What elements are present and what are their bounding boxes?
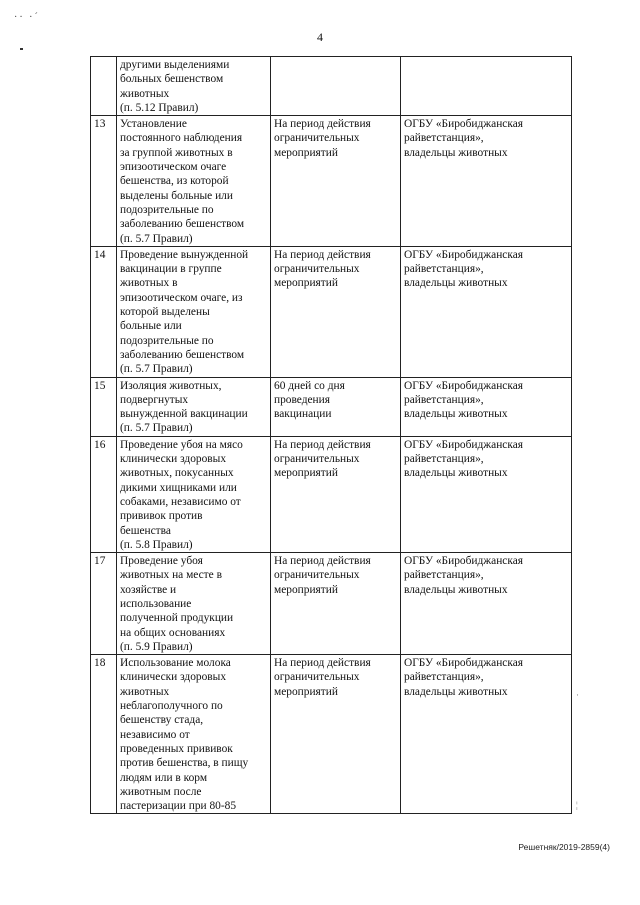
table-row xyxy=(91,436,572,552)
row-number-cell: 15 xyxy=(91,377,117,436)
table-row xyxy=(91,246,572,377)
scan-marks: ·· ·´ xyxy=(14,12,40,23)
responsible-text: ОГБУ «Биробиджанская райветстанция», владельцы животных xyxy=(404,248,524,290)
term-text: На период действия ограничительных мероприятий xyxy=(274,657,371,698)
responsible-text: ОГБУ «Биробиджанская райветстанция», владельцы животных xyxy=(404,118,524,159)
page-number: 4 xyxy=(317,30,323,44)
term-cell xyxy=(271,246,401,377)
row-number-cell xyxy=(91,57,117,116)
term-cell xyxy=(271,553,401,655)
measures-table xyxy=(90,56,572,814)
measure-text: Проведение убоя на мясо клинически здоровых животных, покусанных дикими хищниками или собаками, независимо от прививок против бешенства (п. 5.8 Правил) xyxy=(120,438,243,551)
measure-text: Проведение убоя животных на месте в хозяйстве и использование полученной продукции на общих основаниях (п. 5.9 Правил) xyxy=(120,555,234,653)
table-row-continuation xyxy=(91,57,572,116)
table-row xyxy=(91,116,572,247)
responsible-text: ОГБУ «Биробиджанская райветстанция», владельцы животных xyxy=(404,555,524,596)
responsible-text: ОГБУ «Биробиджанская райветстанция», владельцы животных xyxy=(404,379,524,421)
responsible-cell xyxy=(401,655,572,814)
responsible-cell xyxy=(401,553,572,655)
row-number-cell: 18 xyxy=(91,655,117,814)
measure-cell xyxy=(117,116,271,247)
term-cell xyxy=(271,116,401,247)
row-number-cell: 17 xyxy=(91,553,117,655)
measure-cell xyxy=(117,553,271,655)
table-row xyxy=(91,655,572,814)
measure-cell xyxy=(117,57,271,116)
measure-text: Использование молока клинически здоровых животных неблагополучного по бешенству стада, независимо от проведенных прививок против бешенства, в пищу людям или в корм животным после пастеризации при 80-85 xyxy=(120,657,249,813)
measure-text: Проведение вынужденной вакцинации в группе животных в эпизоотическом очаге, из которой выделены больные или подозрительные по заболеванию бешенством (п. 5.7 Правил) xyxy=(120,248,249,376)
responsible-cell xyxy=(401,436,572,552)
measure-cell xyxy=(117,436,271,552)
term-text: На период действия ограничительных мероприятий xyxy=(274,438,371,480)
responsible-cell xyxy=(401,246,572,377)
term-cell xyxy=(271,57,401,116)
responsible-text: ОГБУ «Биробиджанская райветстанция», владельцы животных xyxy=(404,657,524,698)
measure-text: Изоляция животных, подвергнутых вынужденной вакцинации (п. 5.7 Правил) xyxy=(120,379,248,435)
row-number-cell: 16 xyxy=(91,436,117,552)
table-row xyxy=(91,377,572,436)
measure-cell xyxy=(117,377,271,436)
table-row xyxy=(91,553,572,655)
responsible-cell xyxy=(401,377,572,436)
responsible-cell xyxy=(401,57,572,116)
document-code: Решетняк/2019-2859(4) xyxy=(518,842,610,852)
row-number-cell: 14 xyxy=(91,246,117,377)
term-text: 60 дней со дня проведения вакцинации xyxy=(274,379,345,421)
scan-speck: · xyxy=(576,690,579,700)
measure-text: Установление постоянного наблюдения за группой животных в эпизоотическом очаге бешенства, из которой выделены больные или подозрительные по заболеванию бешенством (п. 5.7 Правил) xyxy=(120,118,245,245)
measure-cell xyxy=(117,246,271,377)
term-cell xyxy=(271,377,401,436)
term-text: На период действия ограничительных мероприятий xyxy=(274,248,371,290)
responsible-text: ОГБУ «Биробиджанская райветстанция», владельцы животных xyxy=(404,438,524,480)
term-text: На период действия ограничительных мероприятий xyxy=(274,118,371,159)
term-cell xyxy=(271,655,401,814)
measure-text: другими выделениями больных бешенством животных (п. 5.12 Правил) xyxy=(120,59,230,114)
term-text: На период действия ограничительных мероприятий xyxy=(274,555,371,596)
row-number-cell: 13 xyxy=(91,116,117,247)
term-cell xyxy=(271,436,401,552)
scan-speck: ¦ xyxy=(576,800,578,810)
measure-cell xyxy=(117,655,271,814)
responsible-cell xyxy=(401,116,572,247)
scan-dot xyxy=(20,48,23,50)
